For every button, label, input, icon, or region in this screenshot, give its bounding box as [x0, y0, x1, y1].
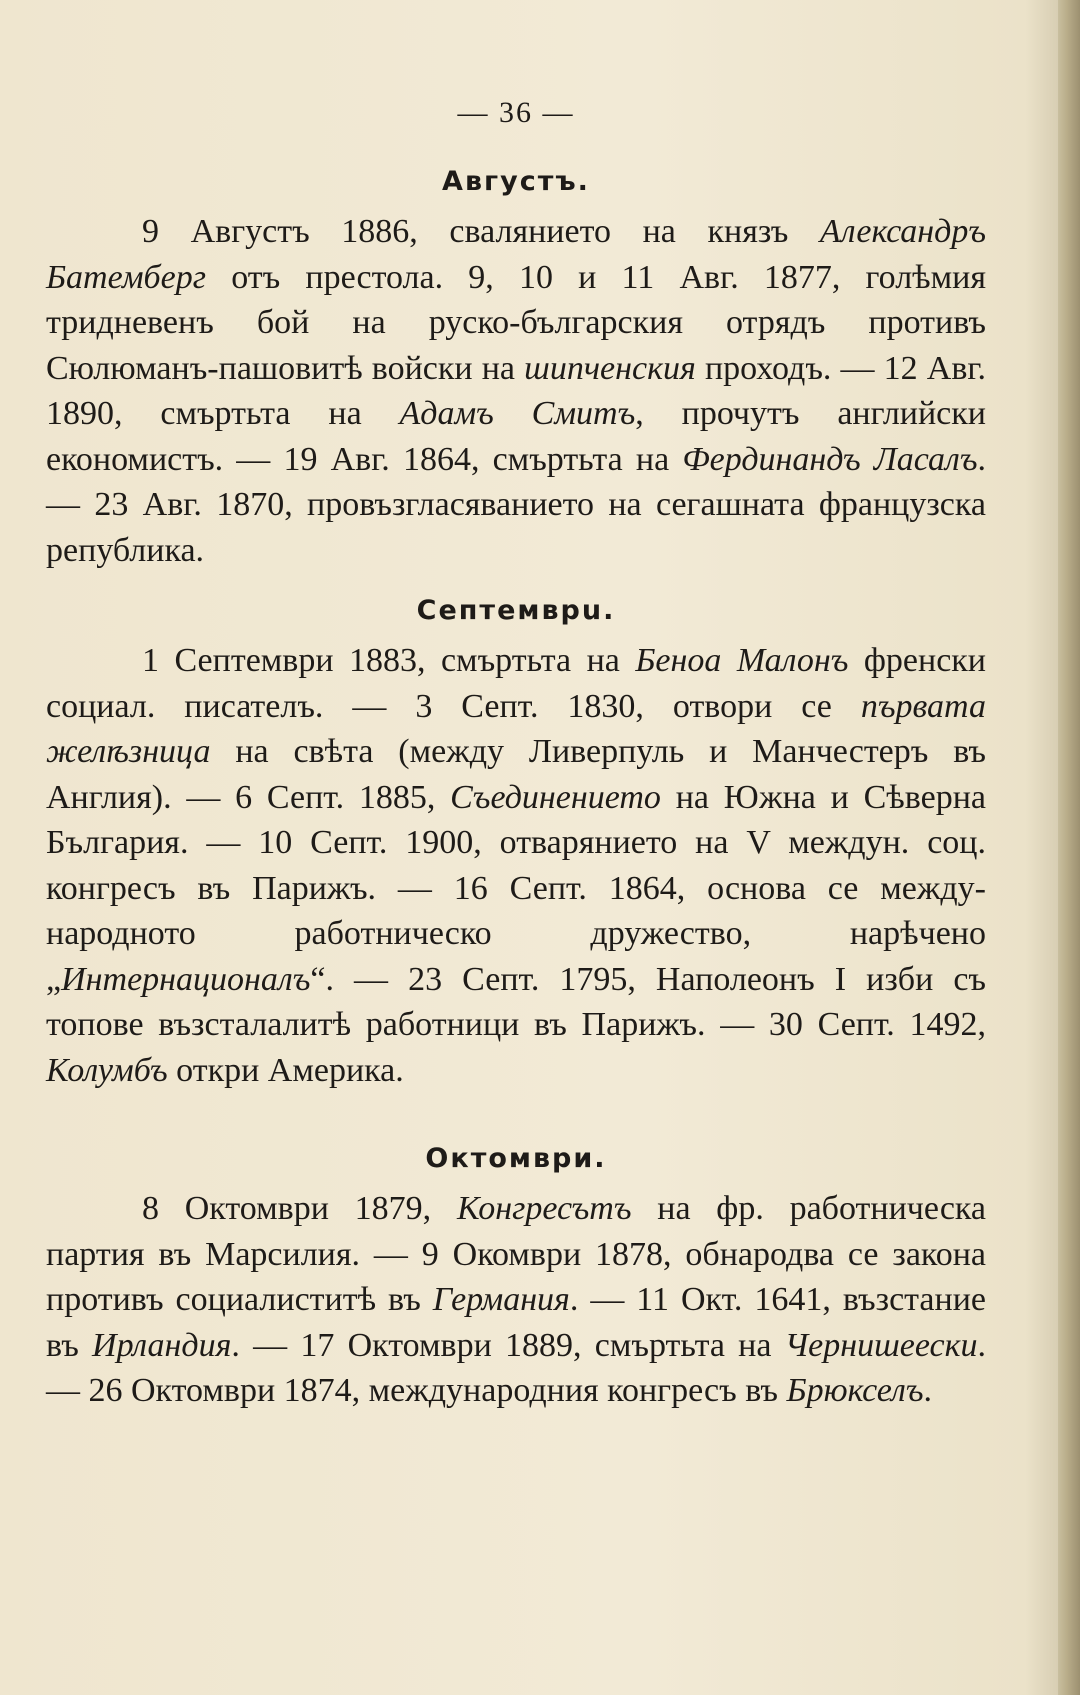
text-run: отъ престола. 9, 10 и 11 Авг. 1877, голѣмия тридневенъ бой на руско-българския отрядъ противъ Сюлюманъ-пашовитѣ войски на	[46, 258, 986, 387]
section-paragraph-september	[46, 638, 986, 1093]
italic-text-run: Конгресътъ	[456, 1190, 632, 1227]
italic-text-run: Беноа Малонъ	[635, 642, 849, 679]
text-run: . — 23 Авг. 1870, провъзгласяванието на сегашната французска република.	[46, 440, 986, 569]
text-run: 8 Октомври 1879,	[142, 1190, 457, 1227]
text-run: на Южна и Сѣверна България. — 10 Септ. 1900, отварянието на V междун. соц. конгресъ въ Парижъ. — 16 Септ. 1864, основа се между-народното работническо дружество, нарѣчено „	[46, 778, 986, 998]
text-run: .	[923, 1372, 933, 1409]
italic-text-run: Съединението	[450, 778, 661, 816]
text-run: френски социал. писателъ. — 3 Септ. 1830, отвори се	[46, 642, 987, 725]
text-run: . — 11 Окт. 1641, възстание въ	[46, 1281, 986, 1364]
section-heading-september: Септемврu.	[416, 595, 616, 626]
italic-text-run: Брюкселъ	[786, 1372, 924, 1409]
page-edge	[1058, 0, 1080, 1695]
section-paragraph-october	[46, 1186, 986, 1414]
text-run: 9 Августъ 1886, свалянието на князъ	[142, 213, 820, 250]
text-run: . — 17 Октомври 1889, смъртьта на	[231, 1326, 785, 1364]
text-run: . — 26 Октомври 1874, международния конгресъ въ	[46, 1326, 986, 1409]
text-run: , прочутъ английски економистъ. — 19 Авг. 1864, смъртьта на	[46, 395, 986, 478]
italic-text-run: Адамъ Смитъ	[399, 395, 636, 432]
italic-text-run: Ирландия	[92, 1326, 232, 1364]
page-content	[46, 96, 986, 1432]
italic-text-run: Интернационалъ	[61, 960, 311, 998]
section-paragraph-august	[46, 209, 986, 573]
text-run: откри Америка.	[167, 1051, 404, 1089]
italic-text-run: шипченския	[524, 349, 696, 387]
text-run: 1 Септември 1883, смъртьта на	[142, 642, 636, 679]
italic-text-run: първата желѣзница	[46, 687, 986, 770]
page-number: — 36 —	[457, 96, 575, 129]
italic-text-run: Германия	[432, 1281, 570, 1318]
text-run: “. — 23 Септ. 1795, Наполеонъ I изби съ топове възсталалитѣ работници въ Парижъ. — 30 Септ. 1492,	[46, 960, 986, 1043]
text-run: проходъ. — 12 Авг. 1890, смъртьта на	[46, 349, 987, 432]
section-heading-october: Октомври.	[425, 1143, 607, 1174]
text-run: на свѣта (между Ливерпуль и Манчестеръ въ Англия). — 6 Септ. 1885,	[46, 733, 986, 816]
italic-text-run: Александръ Батемберг	[46, 213, 986, 296]
text-run: на фр. работническа партия въ Марсилия. — 9 Окомври 1878, обнародва се закона противъ социалиститѣ въ	[46, 1190, 987, 1318]
italic-text-run: Фердинандъ Ласалъ	[682, 440, 978, 478]
italic-text-run: Колумбъ	[46, 1051, 168, 1089]
section-heading-august: Августъ.	[442, 166, 590, 197]
italic-text-run: Чернишеески	[784, 1326, 978, 1364]
